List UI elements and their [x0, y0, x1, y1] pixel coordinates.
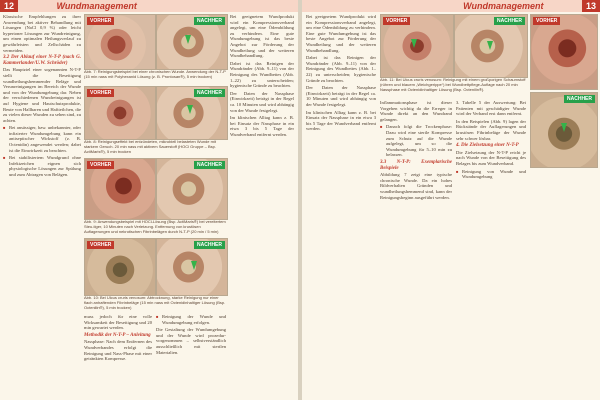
body-paragraph: Nassphase: Nach dem Entfernen des Wundverbandes erfolgt die Reinigung und Nass-Phase mit einer getränkten Kompresse. — [84, 339, 152, 362]
section-heading: Methodik der N-T-P – Anleitung — [84, 332, 151, 338]
body-paragraph: Der Daten der Nassphase (Einwirkzeit) beträgt in der Regel ca. 10 Minuten und wird abhängig von der Wunde festgelegt. — [230, 90, 294, 113]
left-text-column-2 — [84, 314, 152, 398]
figure-8-after-photo — [156, 86, 228, 140]
right-page — [302, 0, 600, 400]
right-page-number: 13 — [582, 0, 600, 12]
before-tag: VORHER — [533, 17, 560, 25]
figure-11-before-photo — [380, 14, 454, 78]
bullet-paragraph: ■ Reinigung der Wunde und Wundumgebung erfolgen. — [156, 314, 226, 325]
body-paragraph: Dabei ist das Reinigen der Wundränder (Abb. 9–11) von der Reinigung des Wundbettes (Abb. 1–22) zu unterscheiden; hygienische Gründe zu beachten. — [230, 60, 294, 89]
figure-10-before-photo — [84, 238, 156, 296]
body-paragraph: Im klinischen Alltag kann z. B. bei Einsatz der Nassphase in ein etwa 3 bis 5 Tage der Wundverband entfernt werden. — [230, 115, 294, 137]
right-text-column-3 — [456, 100, 526, 396]
figure-11-after-photo — [454, 14, 528, 78]
before-tag: VORHER — [87, 161, 114, 169]
left-text-column-3 — [156, 314, 226, 398]
body-paragraph: Der Daten der Nassphase (Einwirkzeit) beträgt in der Regel ca. 10 Minuten und wird abhängig von der Wunde festgelegt. — [306, 85, 376, 107]
figure-11-caption: Abb. 11: Bei Ulcus cruris venosum: Reinigung mit einem großporigen Schaumstoff (rühren und blauem „Weichgerippe“) bei Wundbettpflege-Auflage nach 20 min Nassphase mit Octenidinhaltiger Lösung (Bsp. Octenilin®). — [380, 78, 526, 92]
body-paragraph: Die Zielsetzung der N-T-P reicht je nach Wunde von der Beseitigung des Belages bis zum Wundverband. — [456, 149, 526, 166]
after-tag: NACHHER — [194, 161, 225, 169]
figure-7-caption: Abb. 7: Reinigungsbeispiel bei einer chronischen Wunde. Anwendung der N-T-P (15 min nass mit Polyhexanid Lösung (z. B. Prontosan®), 5 min trocken) — [84, 70, 226, 79]
before-tag: VORHER — [87, 241, 114, 249]
right-text-column-2 — [380, 100, 452, 396]
body-paragraph: muss jedoch für eine volle Wirksamkeit der Beseitigung und 20 min gewartet werden. — [84, 314, 152, 331]
left-page-number: 12 — [0, 0, 18, 12]
before-tag: VORHER — [383, 17, 410, 25]
body-paragraph: Im klinischen Alltag kann z. B. bei Einsatz der Nassphase in ein etwa 3 bis 5 Tage der Wundverband entfernt werden. — [306, 109, 376, 132]
body-paragraph: Die Gestaltung der Wundumgebung und der Wunde wird prozedur- vorgenommen – selbstverständlich ausschließlich mit sterilen Materialien. — [156, 327, 226, 355]
body-paragraph: Abbildung 7 zeigt eine typische chronische Wunde. Da ein hohes Bildverhalten Gründen und wundheilungshemmend sind, kann der Reinigungsbeginn ausgeführt werden. — [380, 172, 452, 200]
arrow-icon — [487, 41, 493, 50]
body-paragraph: 3. Tabelle 5 der Auswertung: Bei Patienten mit geschädigter Wunde wird der Verband erst dann entfernt. — [456, 100, 526, 117]
before-tag: VORHER — [87, 89, 114, 97]
right-page-header-title: Wundmanagement — [463, 1, 544, 11]
body-paragraph: Das Hauptziel einer sogenannten N-T-P stellt die Beseitigung wundheilungshemmender Beläge und Verunreinigungen im Bereich der Wunde und von der Wundumgebung dar. Neben der verschiedenen Wundreinigungen ist auf Hygiene und Hautschutzprodukte, Beute von Hallbaren und Haftteilchen, die zu vielen dieser Wunden zu sehen sind, zu achten. — [3, 67, 81, 123]
arrow-icon — [191, 261, 197, 270]
figure-9-caption: Abb. 9: Anwendungsbeispiel mit HOCl-Lösung (Bsp. ActiMaris®) bei vereitertem Steu-tiger, 10 Minuten nach Verletzung. Entfernung von krustösen Auflagerungen und nekrotischen Fibrinbelägen durch N-T-P (20 min / 5 min) — [84, 220, 226, 234]
side-photo-top — [530, 14, 598, 90]
bullet-paragraph: ■ Bei stabilisiertem Wundgrund ohne Infektzeichen eignen sich physiologische Lösungen zur Spülung und zum Abtragen von Belägen. — [3, 155, 81, 177]
figure-9-after-photo — [156, 158, 228, 220]
side-photo-bottom — [530, 92, 598, 168]
arrow-icon — [561, 123, 567, 132]
after-tag: NACHHER — [194, 17, 225, 25]
after-tag: NACHHER — [194, 241, 225, 249]
figure-9-before-photo — [84, 158, 156, 220]
bullet-paragraph: ■ Danach folgt die Trockenphase: Dazu wird eine sterile Kompresse zum Schutz auf die Wunde aufgelegt, um so die Wundumgebung für 5–10 min zu belassen. — [380, 124, 452, 158]
left-page — [0, 0, 298, 400]
after-tag: NACHHER — [194, 89, 225, 97]
bullet-paragraph: ■ Reinigung von Wunde und Wundumgebung — [456, 169, 526, 180]
body-paragraph: In den Beispielen (Abb. 9) lagen der Rückstände der Auflagerungen und krustösen Fibrinbeläge der Wunde sehr schwer lösbar. — [456, 118, 526, 141]
figure-10-caption: Abb. 10: Bei Ulcus cruris venosum: Abtrocknung, starke Reinigung nur einer flach anhaftenden Fibrinbeläge (15 min nass mit Octenidinhaltiger Lösung (Bsp. Octenilin®), 5 min trocken) — [84, 296, 226, 310]
body-paragraph: Inflammationsphase ist dieser Vorgehen wichtig da die Erreger in Wunde direkt an den Wundrand gelangen. — [380, 100, 452, 122]
figure-8-before-photo — [84, 86, 156, 140]
arrow-icon — [411, 39, 417, 48]
figure-7-before-photo — [84, 14, 156, 70]
figure-7-after-photo — [156, 14, 228, 70]
bullet-paragraph: ■ Bei ansässiger, bzw. unbekannter, oder infizierter Wundumgebung kann ein antiseptischer Wirkstoff (z. B. Octenidin) angewendet werden; dabei ist die Einwirkzeit zu beachten. — [3, 125, 81, 153]
body-paragraph: Bei geeignetem Wundprodukt wird ein Kompressionsverband angelegt, um eine Ödembildung zu verhindern. Eine gute Wundumgebung ist das beste Angebot zur Förderung der Wundheilung und der weiteren Wundbehandlung. — [306, 14, 376, 53]
figure-10-after-photo — [156, 238, 228, 296]
before-tag: VORHER — [87, 17, 114, 25]
left-page-header — [0, 0, 298, 12]
left-page-header-title: Wundmanagement — [56, 1, 137, 11]
body-paragraph: Klassische Empfehlungen zu ihrer Anwendung bei aktiver Behandlung mit Lösungen (NaCl 0,9 %) oder leicht hypertoner Lösungen zur Wundreinigung, um einen optimalen Heilungsverlauf zu gewährleisten und Zellschäden zu vermeiden. — [3, 14, 81, 53]
after-tag: NACHHER — [494, 17, 525, 25]
section-heading: 3.2 Der Ablauf einer N-T-P (nach G. Kammerlander/U.W. Schröder) — [3, 55, 81, 66]
body-paragraph: Bei geeignetem Wundprodukt wird ein Kompressionsverband angelegt, um eine Ödembildung zu verhindern. Eine gute Wundumgebung ist das beste Angebot zur Förderung der Wundheilung und der weiteren Wundbehandlung. — [230, 14, 294, 59]
body-paragraph: Dabei ist das Reinigen der Wundränder (Abb. 9–11) von der Reinigung des Wundbettes (Abb. 1–22) zu unterscheiden; hygienische Gründe zu beachten. — [306, 55, 376, 83]
right-text-column-1 — [306, 14, 376, 396]
arrow-icon — [187, 105, 193, 114]
arrow-icon — [185, 35, 191, 44]
figure-8-caption: Abb. 8: Reinigungseffekt bei entzündeten, mikrobiell belasteten Wunde mit starkem Geruch. 20 min nass mit aktivem Sauerstoff (HOCl Gruppe – Bsp. ActiMaris®), 5 min trocken — [84, 140, 216, 154]
after-tag: NACHHER — [564, 95, 595, 103]
left-text-column-1 — [3, 14, 81, 396]
left-text-column-4 — [230, 14, 294, 396]
right-page-header — [302, 0, 600, 12]
section-heading: 3.3 N-T-P: Exemplarische Beispiele — [380, 159, 452, 171]
section-heading: 4. Die Zielsetzung einer N-T-P — [456, 143, 519, 149]
